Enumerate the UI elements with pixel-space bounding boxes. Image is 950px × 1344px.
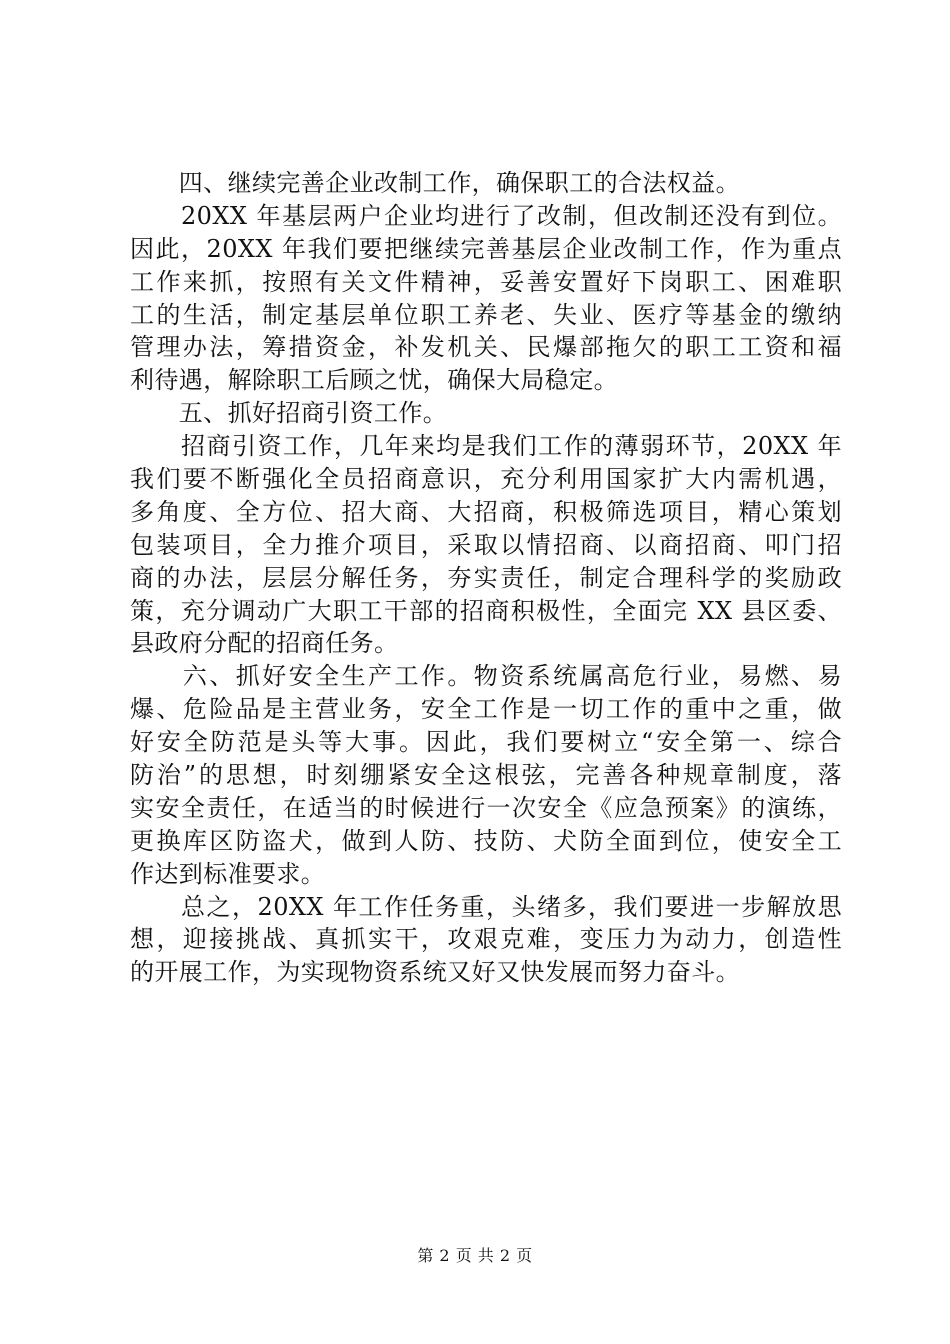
text-line: 五、抓好招商引资工作。 bbox=[130, 399, 448, 428]
text-line: 商的办法，层层分解任务，夯实责任，制定合理科学的奖励政 bbox=[130, 563, 842, 592]
text-line: 县政府分配的招商任务。 bbox=[130, 629, 399, 658]
text-line: 总之，20XX 年工作任务重，头绪多，我们要进一步解放思 bbox=[130, 892, 842, 921]
text-line: 好安全防范是头等大事。因此，我们要树立“安全第一、综合 bbox=[130, 728, 842, 757]
text-line: 因此，20XX 年我们要把继续完善基层企业改制工作，作为重点 bbox=[130, 234, 842, 263]
text-line: 想，迎接挑战、真抓实干，攻艰克难，变压力为动力，创造性 bbox=[130, 925, 842, 954]
page-footer: 第 2 页 共 2 页 bbox=[417, 1246, 533, 1265]
document-body bbox=[130, 167, 842, 989]
text-line: 包装项目，全力推介项目，采取以情招商、以商招商、叩门招 bbox=[130, 530, 842, 559]
text-line: 利待遇，解除职工后顾之忧，确保大局稳定。 bbox=[130, 366, 618, 395]
text-line: 策，充分调动广大职工干部的招商积极性，全面完 XX 县区委、 bbox=[130, 596, 842, 625]
text-line: 实安全责任，在适当的时候进行一次安全《应急预案》的演练， bbox=[130, 793, 842, 822]
text-line: 工的生活，制定基层单位职工养老、失业、医疗等基金的缴纳 bbox=[130, 300, 842, 329]
text-line: 招商引资工作，几年来均是我们工作的薄弱环节，20XX 年 bbox=[130, 432, 842, 461]
text-line: 四、继续完善企业改制工作，确保职工的合法权益。 bbox=[130, 169, 740, 197]
text-line: 防治”的思想，时刻绷紧安全这根弦，完善各种规章制度，落 bbox=[130, 761, 842, 790]
text-line: 更换库区防盗犬，做到人防、技防、犬防全面到位，使安全工 bbox=[130, 826, 842, 855]
text-line: 工作来抓，按照有关文件精神，妥善安置好下岗职工、困难职 bbox=[130, 267, 842, 296]
text-line: 我们要不断强化全员招商意识，充分利用国家扩大内需机遇， bbox=[130, 465, 842, 494]
text-line: 20XX 年基层两户企业均进行了改制，但改制还没有到位。 bbox=[130, 201, 842, 230]
text-line: 管理办法，筹措资金，补发机关、民爆部拖欠的职工工资和福 bbox=[130, 333, 842, 362]
text-line: 的开展工作，为实现物资系统又好又快发展而努力奋斗。 bbox=[130, 958, 740, 987]
text-line: 作达到标准要求。 bbox=[130, 859, 326, 888]
text-line: 多角度、全方位、招大商、大招商，积极筛选项目，精心策划 bbox=[130, 497, 842, 526]
text-line: 六、抓好安全生产工作。物资系统属高危行业，易燃、易 bbox=[130, 662, 842, 691]
text-line: 爆、危险品是主营业务，安全工作是一切工作的重中之重，做 bbox=[130, 695, 842, 724]
